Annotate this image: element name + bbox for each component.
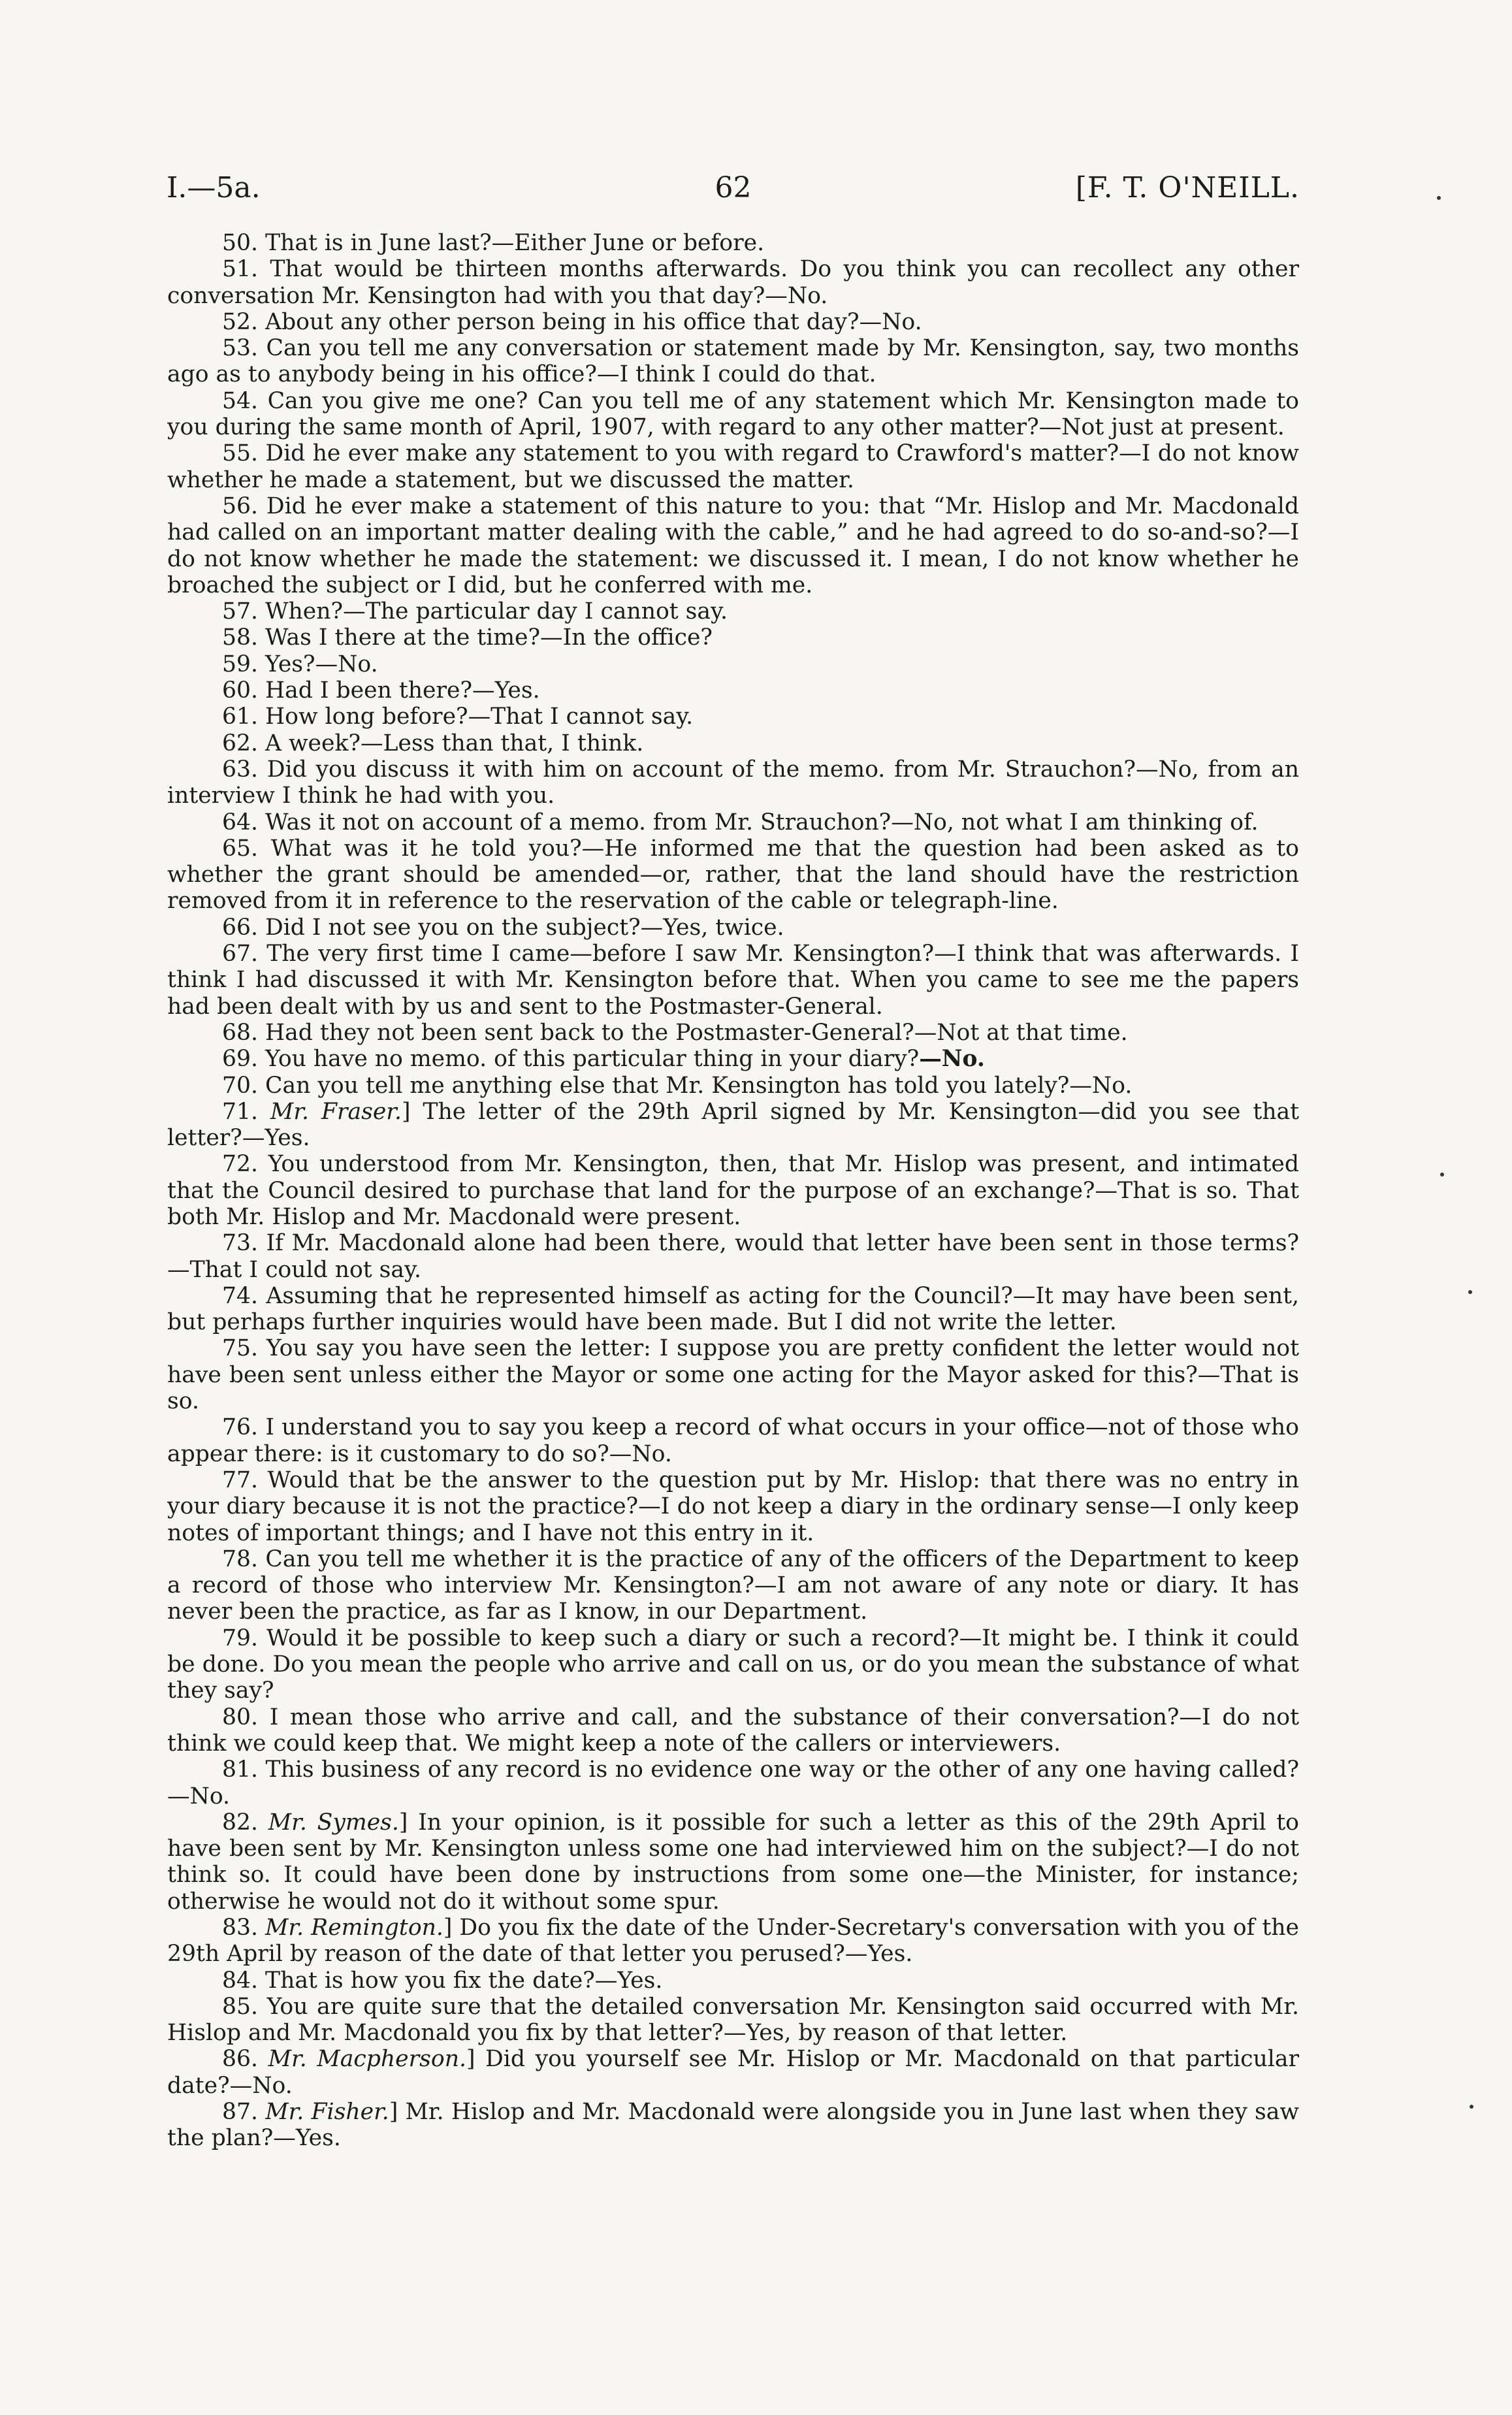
- question-answer-text: Had they not been sent back to the Postmaster-General?—Not at that time.: [265, 1019, 1128, 1046]
- question-answer-text: When?—The particular day I cannot say.: [265, 598, 728, 625]
- question-number: 80.: [222, 1704, 258, 1730]
- question-answer-text: Would that be the answer to the question put by Mr. Hislop: that there was no entry in your diary because it is not the practice?—I do not keep a diary in the ordinary sense—I only keep notes of important things; and I have not this entry in it.: [167, 1467, 1299, 1546]
- question-answer-text: Did you discuss it with him on account of the memo. from Mr. Strauchon?—No, from an interview I think he had with you.: [167, 756, 1299, 809]
- testimony-paragraph: [167, 309, 1299, 335]
- question-answer-text: ] Did you yourself see Mr. Hislop or Mr. Macdonald on that particular date?—No.: [167, 2046, 1299, 2099]
- testimony-body: [167, 230, 1299, 2152]
- question-answer-text: Would it be possible to keep such a diary or such a record?—It might be. I think it could be done. Do you mean the people who arrive and call on us, or do you mean the substance of what they say?: [167, 1625, 1299, 1704]
- testimony-paragraph: [167, 941, 1299, 1020]
- question-number: 75.: [222, 1335, 258, 1362]
- testimony-paragraph: [167, 440, 1299, 493]
- question-number: 54.: [222, 387, 258, 414]
- speaker-name: Mr. Macpherson.: [268, 2046, 466, 2073]
- margin-mark: [1437, 196, 1441, 200]
- speaker-name: Mr. Fisher.: [265, 2099, 389, 2126]
- question-number: 83.: [222, 1915, 258, 1941]
- testimony-paragraph: [167, 1414, 1299, 1467]
- question-number: 73.: [222, 1230, 258, 1257]
- question-number: 53.: [222, 335, 258, 362]
- page-header: [167, 171, 1300, 210]
- question-number: 68.: [222, 1019, 258, 1046]
- testimony-paragraph: [167, 1230, 1299, 1283]
- testimony-paragraph: [167, 335, 1299, 388]
- question-number: 82.: [222, 1809, 258, 1836]
- margin-mark: [1468, 1290, 1472, 1294]
- testimony-paragraph: [167, 1809, 1299, 1915]
- testimony-paragraph: [167, 677, 1299, 704]
- speaker-name: Mr. Symes.: [268, 1809, 399, 1836]
- question-number: 58.: [222, 624, 258, 651]
- testimony-paragraph: [167, 598, 1299, 624]
- question-answer-text: Yes?—No.: [265, 651, 378, 677]
- question-number: 76.: [222, 1414, 258, 1441]
- question-number: 86.: [222, 2046, 258, 2073]
- testimony-paragraph: [167, 2099, 1299, 2152]
- question-number: 56.: [222, 493, 258, 519]
- testimony-paragraph: [167, 388, 1299, 441]
- question-number: 74.: [222, 1282, 258, 1309]
- testimony-paragraph: [167, 493, 1299, 598]
- question-answer-text: Assuming that he represented himself as acting for the Council?—It may have been sent, but perhaps further inquiries would have been made. But I did not write the letter.: [167, 1282, 1299, 1336]
- header-reference: I.—5a.: [167, 171, 261, 204]
- testimony-paragraph: [167, 835, 1299, 915]
- testimony-paragraph: [167, 1099, 1299, 1152]
- question-number: 70.: [222, 1072, 258, 1099]
- question-number: 69.: [222, 1046, 258, 1073]
- testimony-paragraph: [167, 915, 1299, 941]
- question-answer-text: If Mr. Macdonald alone had been there, would that letter have been sent in those terms?—That I could not say.: [167, 1230, 1299, 1283]
- speaker-name: Mr. Fraser.: [270, 1098, 402, 1125]
- question-answer-text: How long before?—That I cannot say.: [265, 704, 694, 730]
- testimony-paragraph: [167, 1994, 1299, 2047]
- question-answer-text: Did he ever make any statement to you with regard to Crawford's matter?—I do not know whether he made a statement, but we discussed the matter.: [167, 440, 1300, 493]
- question-answer-text: Was I there at the time?—In the office?: [265, 624, 713, 651]
- question-answer-text: What was it he told you?—He informed me that the question had been asked as to whether the grant should be amended—or, rather, that the land should have the restriction removed from it in reference to the reservation of the cable or telegraph-line.: [167, 835, 1299, 915]
- question-answer-text: That is how you fix the date?—Yes.: [265, 1967, 663, 1994]
- question-answer-text: Did he ever make a statement of this nature to you: that “Mr. Hislop and Mr. Macdonald had called on an important matter dealing with the cable,” and he had agreed to do so-and-so?—I do not know whether he made the statement: we discussed it. I mean, I do not know whether he broached the subject or I did, but he conferred with me.: [167, 493, 1299, 598]
- question-answer-text: Had I been there?—Yes.: [265, 677, 540, 704]
- testimony-paragraph: [167, 1625, 1299, 1704]
- question-answer-text: ] Mr. Hislop and Mr. Macdonald were alongside you in June last when they saw the plan?—Yes.: [167, 2099, 1300, 2152]
- question-answer-text: Can you tell me whether it is the practice of any of the officers of the Department to keep a record of those who interview Mr. Kensington?—I am not aware of any note or diary. It has never been the practice, as far as I know, in our Department.: [167, 1546, 1299, 1625]
- question-answer-text: About any other person being in his office that day?—No.: [265, 308, 922, 335]
- margin-mark: [1440, 1173, 1444, 1176]
- question-number: 65.: [222, 835, 258, 862]
- question-answer-text: Can you give me one? Can you tell me of any statement which Mr. Kensington made to you during the same month of April, 1907, with regard to any other matter?—Not just at present.: [167, 387, 1299, 441]
- testimony-paragraph: [167, 624, 1299, 651]
- question-number: 66.: [222, 914, 258, 941]
- page-number: 62: [715, 171, 752, 204]
- testimony-paragraph: [167, 756, 1299, 809]
- testimony-paragraph: [167, 1046, 1299, 1072]
- testimony-paragraph: [167, 2046, 1299, 2099]
- question-number: 51.: [222, 256, 258, 283]
- question-number: 57.: [222, 598, 258, 625]
- testimony-paragraph: [167, 809, 1299, 835]
- question-answer-text: This business of any record is no evidence one way or the other of any one having called?—No.: [167, 1757, 1299, 1809]
- question-number: 84.: [222, 1967, 258, 1994]
- question-answer-text: Was it not on account of a memo. from Mr. Strauchon?—No, not what I am thinking of.: [265, 809, 1259, 835]
- question-answer-text: You say you have seen the letter: I suppose you are pretty confident the letter would not have been sent unless either the Mayor or some one acting for the Mayor asked for this?—That is so.: [167, 1335, 1299, 1415]
- testimony-paragraph: [167, 1546, 1299, 1625]
- question-answer-text: ] In your opinion, is it possible for such a letter as this of the 29th April to have been sent by Mr. Kensington unless some one had interviewed him on the subject?—I do not think so. It could have been done by instructions from some one—the Minister, for instance; otherwise he would not do it without some spur.: [167, 1809, 1299, 1915]
- question-number: 63.: [222, 756, 258, 783]
- question-number: 52.: [222, 308, 258, 335]
- question-answer-text: You are quite sure that the detailed conversation Mr. Kensington said occurred with Mr. Hislop and Mr. Macdonald you fix by that letter?—Yes, by reason of that letter.: [167, 1993, 1299, 2047]
- testimony-paragraph: [167, 704, 1299, 730]
- question-number: 67.: [222, 941, 258, 967]
- question-answer-text: ] Do you fix the date of the Under-Secretary's conversation with you of the 29th April by reason of the date of that letter you perused?—Yes.: [167, 1915, 1299, 1968]
- testimony-paragraph: [167, 230, 1299, 256]
- question-answer-text: ] The letter of the 29th April signed by Mr. Kensington—did you see that letter?—Yes.: [167, 1098, 1299, 1152]
- question-answer-text: Did I not see you on the subject?—Yes, twice.: [265, 914, 784, 941]
- question-answer-text: The very first time I came—before I saw Mr. Kensington?—I think that was afterwards. I think I had discussed it with Mr. Kensington before that. When you came to see me the papers had been dealt with by us and sent to the Postmaster-General.: [167, 941, 1299, 1020]
- testimony-paragraph: [167, 1467, 1299, 1546]
- question-number: 50.: [222, 230, 258, 256]
- question-number: 55.: [222, 440, 258, 467]
- question-number: 62.: [222, 730, 258, 756]
- testimony-paragraph: [167, 256, 1299, 309]
- testimony-paragraph: [167, 730, 1299, 756]
- question-answer-text: I understand you to say you keep a record of what occurs in your office—not of those who appear there: is it customary to do so?—No.: [167, 1414, 1299, 1467]
- testimony-paragraph: [167, 1335, 1299, 1414]
- question-answer-text: That is in June last?—Either June or before.: [265, 230, 765, 256]
- question-answer-text: Can you tell me anything else that Mr. Kensington has told you lately?—No.: [265, 1072, 1133, 1099]
- speaker-name: Mr. Remington.: [265, 1915, 443, 1941]
- question-number: 60.: [222, 677, 258, 704]
- question-number: 87.: [222, 2099, 258, 2126]
- question-number: 79.: [222, 1625, 258, 1651]
- testimony-paragraph: [167, 1073, 1299, 1099]
- testimony-paragraph: [167, 1704, 1299, 1757]
- question-answer-text: You understood from Mr. Kensington, then, that Mr. Hislop was present, and intimated that the Council desired to purchase that land for the purpose of an exchange?—That is so. That both Mr. Hislop and Mr. Macdonald were present.: [167, 1151, 1299, 1230]
- question-number: 59.: [222, 651, 258, 677]
- question-number: 78.: [222, 1546, 258, 1572]
- question-number: 64.: [222, 809, 258, 835]
- question-answer-text: You have no memo. of this particular thing in your diary?: [265, 1046, 920, 1073]
- question-number: 61.: [222, 704, 258, 730]
- question-number: 77.: [222, 1467, 258, 1493]
- question-number: 85.: [222, 1993, 258, 2020]
- margin-mark: [1470, 2105, 1473, 2109]
- question-number: 71.: [222, 1098, 258, 1125]
- testimony-paragraph: [167, 1915, 1299, 1968]
- testimony-paragraph: [167, 1283, 1299, 1336]
- question-number: 81.: [222, 1757, 258, 1783]
- question-answer-text: I mean those who arrive and call, and the substance of their conversation?—I do not think we could keep that. We might keep a note of the callers or interviewers.: [167, 1704, 1299, 1757]
- answer-emphasis: —No.: [919, 1046, 985, 1073]
- testimony-paragraph: [167, 1968, 1299, 1994]
- question-answer-text: A week?—Less than that, I think.: [265, 730, 644, 756]
- header-witness: [F. T. O'NEILL.: [1075, 171, 1300, 204]
- testimony-paragraph: [167, 1151, 1299, 1230]
- testimony-paragraph: [167, 651, 1299, 677]
- question-answer-text: Can you tell me any conversation or statement made by Mr. Kensington, say, two months ago as to anybody being in his office?—I think I could do that.: [167, 335, 1299, 388]
- question-number: 72.: [222, 1151, 258, 1178]
- testimony-paragraph: [167, 1757, 1299, 1809]
- question-answer-text: That would be thirteen months afterwards. Do you think you can recollect any other conversation Mr. Kensington had with you that day?—No.: [167, 256, 1299, 309]
- testimony-paragraph: [167, 1020, 1299, 1046]
